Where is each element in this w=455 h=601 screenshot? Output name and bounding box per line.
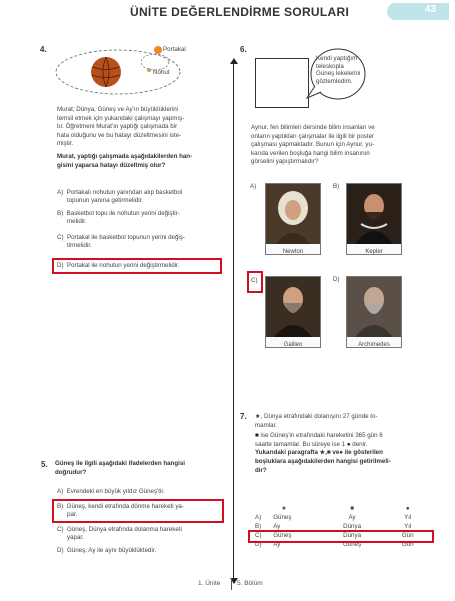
- portakal-label: Portakal: [163, 46, 186, 53]
- table-row[interactable]: C) Güneş Dünya Gün: [255, 532, 414, 539]
- question-6-option-c-key[interactable]: C): [251, 277, 258, 284]
- question-4-option-c[interactable]: C) Portakal ile basketbol topunun yerini değiş- tirmelidir.: [57, 234, 185, 249]
- page-number-badge: [387, 3, 449, 20]
- column-divider: [233, 62, 234, 582]
- circle-icon: ●: [346, 440, 351, 448]
- question-5-prompt: Güneş ile ilgili aşağıdaki ifadelerden hangisi doğrudur?: [55, 460, 185, 476]
- footer-unit: 1. Ünite: [198, 580, 221, 587]
- question-6-number: 6.: [240, 45, 247, 54]
- galileo-portrait[interactable]: Galileo: [265, 276, 321, 348]
- newton-portrait[interactable]: Newton: [265, 183, 321, 255]
- star-icon: ★: [255, 413, 261, 420]
- circle-header-icon: ●: [405, 505, 410, 512]
- question-4-option-b[interactable]: B) Basketbol topu ile nohutun yerini değiştir- melidir.: [57, 210, 180, 225]
- question-4-number: 4.: [40, 45, 47, 54]
- question-4-option-a[interactable]: A) Portakalı nohutun yanından alıp basketbol topunun yanına getirmelidir.: [57, 189, 183, 204]
- divider-arrow-up: [230, 58, 238, 64]
- nohut-label: Nohut: [153, 69, 170, 76]
- question-5-number: 5.: [41, 460, 48, 469]
- question-6-option-b-key[interactable]: B): [333, 183, 340, 190]
- table-header-row: [253, 504, 433, 513]
- question-4-option-d[interactable]: D) Portakal ile nohutun yerini değiştirmelidir.: [57, 262, 180, 269]
- square-icon: ■: [255, 432, 259, 440]
- question-4-prompt: Murat, yaptığı çalışmada aşağıdakilerden han- gisini yaparsa hatayı düzeltmiş olur?: [57, 153, 193, 169]
- footer-section: 5. Bölüm: [237, 580, 263, 587]
- question-6-option-d-key[interactable]: D): [333, 276, 340, 283]
- question-5-option-a[interactable]: A) Evrendeki en büyük yıldız Güneş'tir.: [57, 488, 165, 495]
- question-5-option-c[interactable]: C) Güneş, Dünya etrafında dolanma hareketi yapar.: [57, 526, 182, 541]
- table-row[interactable]: B) Ay Dünya Yıl: [255, 523, 412, 530]
- question-6-option-a-key[interactable]: A): [250, 183, 257, 190]
- kepler-portrait[interactable]: Kepler: [346, 183, 402, 255]
- question-4-body: Murat; Dünya, Güneş ve Ay'ın büyüklüklerini temsil etmek için yukarıdaki çalışmayı yapmış- tır. Öğretmeni Murat'ın yaptığı çalışmada bir hata olduğunu ve bu hatayı düzeltmesini iste- miştir.: [57, 106, 185, 148]
- page-title: ÜNİTE DEĞERLENDİRME SORULARI: [130, 5, 350, 19]
- speech-bubble-text: Kendi yaptığım teleskopla Güneş lekelerini gözlemledim.: [316, 55, 361, 85]
- page-number: 43: [425, 4, 437, 15]
- question-7-number: 7.: [240, 412, 247, 421]
- question-5-option-b[interactable]: B) Güneş, kendi etrafında dönme hareketi ya- par.: [57, 503, 184, 518]
- table-row[interactable]: A) Güneş Ay Yıl: [255, 514, 412, 521]
- poster-blank-frame: [255, 58, 309, 108]
- footer-separator: [231, 578, 232, 590]
- answer-highlight-q7: [248, 530, 434, 543]
- square-header-icon: ■: [350, 505, 354, 512]
- star-header-icon: ★: [281, 505, 287, 512]
- archimedes-portrait[interactable]: Archimedes: [346, 276, 402, 348]
- question-5-option-d[interactable]: D) Güneş, Ay ile aynı büyüklüktedir.: [57, 547, 157, 554]
- question-6-body: Aynur, fen bilimleri dersinde bilim insanları ve onların yaptıkları çalışmalar ile ilgili bir poster çalışması yapmaktadır. Bunun için Aynur, yu- karıda verilen boşluğa hangi bilim insanının görselini yapıştırmalıdır?: [251, 124, 375, 166]
- table-row[interactable]: D) Ay Güneş Gün: [255, 541, 414, 548]
- question-7-body: ★, Dünya etrafındaki dolanışını 27 günde to- mamlar. ■ ise Güneş'in etrafındaki hareketini 365 gün 6 saatte tamamlar. Bu süreye ise 1 ● denir. Yukarıdaki paragrafta ★,■ ve● ile gösterilen boşluklara aşağıdakilerden hangisi getirilmeli- dir?: [255, 413, 391, 474]
